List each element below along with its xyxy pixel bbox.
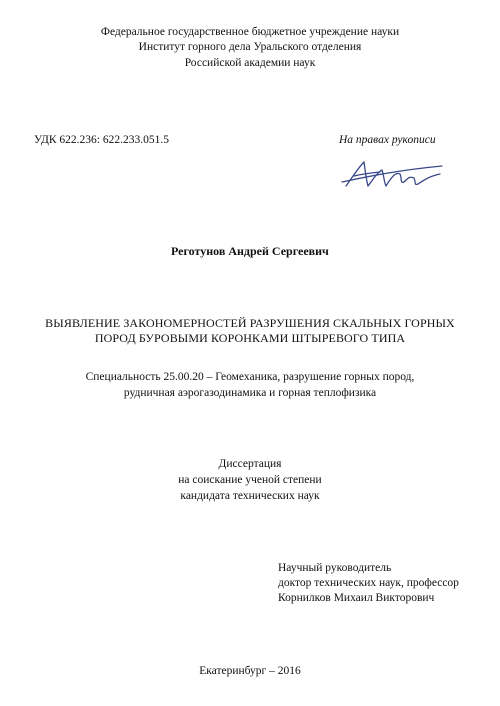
udk-code: УДК 622.236: 622.233.051.5	[34, 134, 169, 146]
handwritten-signature	[340, 156, 446, 192]
manuscript-note: На правах рукописи	[339, 134, 436, 146]
specialty-line-2: рудничная аэрогазодинамика и горная теплофизика	[123, 387, 377, 399]
institution-line-1: Федеральное государственное бюджетное учреждение науки	[100, 26, 400, 38]
thesis-title-line-1: ВЫЯВЛЕНИЕ ЗАКОНОМЕРНОСТЕЙ РАЗРУШЕНИЯ СКАЛЬНЫХ ГОРНЫХ	[45, 316, 455, 330]
city-year: Екатеринбург – 2016	[199, 665, 301, 677]
supervisor-label: Научный руководитель	[278, 562, 392, 574]
dissertation-label: Диссертация	[218, 458, 282, 470]
institution-line-2: Институт горного дела Уральского отделения	[138, 41, 362, 53]
degree-line-2: кандидата технических наук	[180, 490, 320, 502]
degree-line-1: на соискание ученой степени	[178, 474, 322, 486]
supervisor-name: Корнилков Михаил Викторович	[278, 592, 435, 604]
supervisor-degree: доктор технических наук, профессор	[278, 577, 459, 589]
institution-line-3: Российской академии наук	[184, 57, 316, 69]
thesis-title-line-2: ПОРОД БУРОВЫМИ КОРОНКАМИ ШТЫРЕВОГО ТИПА	[94, 331, 406, 345]
author-name: Реготунов Андрей Сергеевич	[171, 244, 329, 258]
specialty-line-1: Специальность 25.00.20 – Геомеханика, разрушение горных пород,	[85, 371, 415, 383]
